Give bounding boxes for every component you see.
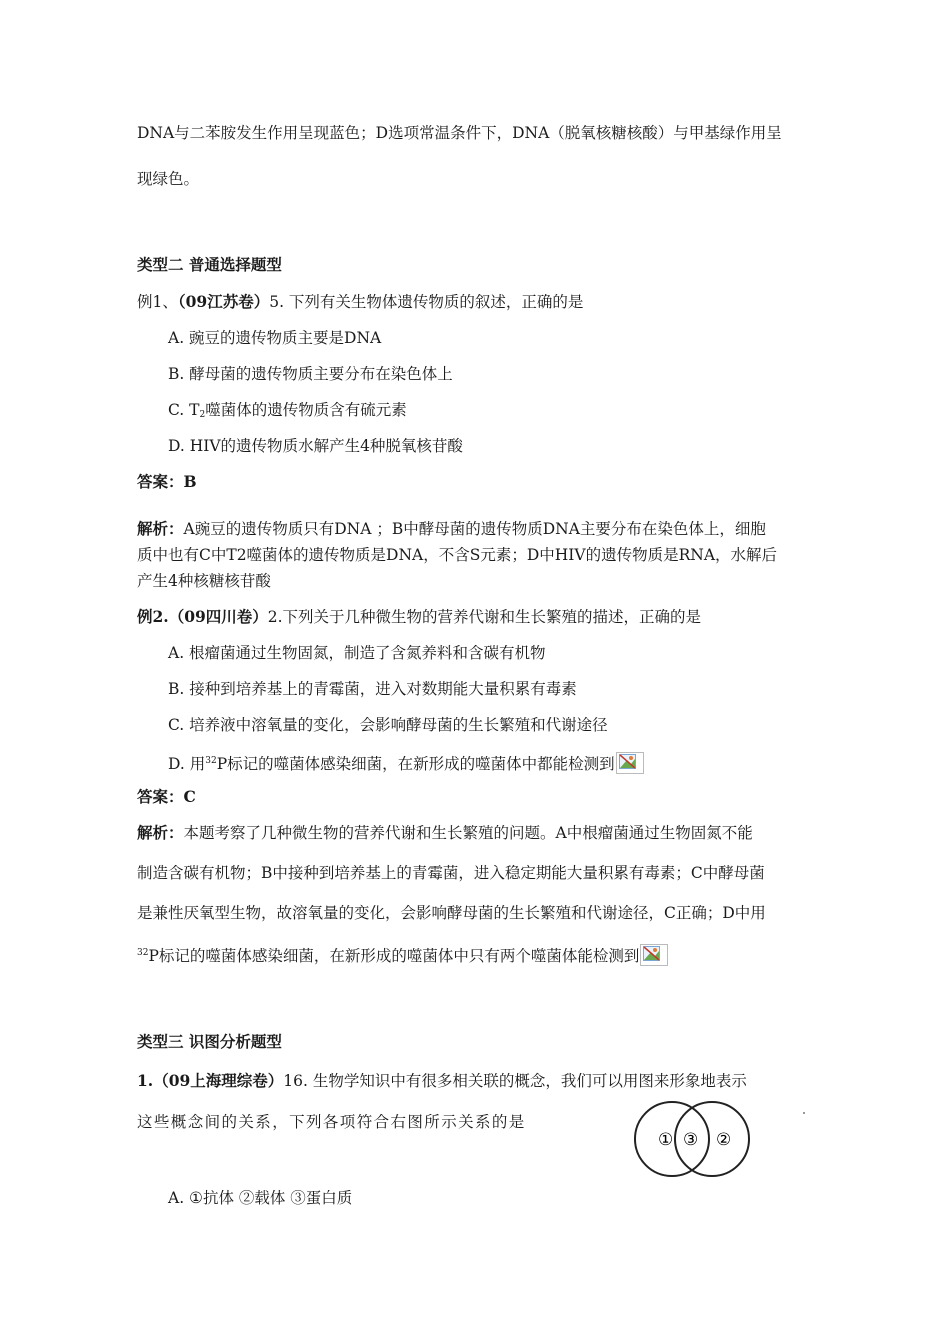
venn-label-1: ① — [658, 1130, 674, 1150]
example1-analysis-line-2: 质中也有C中T2噬菌体的遗传物质是DNA，不含S元素；D中HIV的遗传物质是RNA，水解后 — [137, 546, 778, 564]
question1-text: 16. 生物学知识中有很多相关联的概念，我们可以用图来形象地表示 — [283, 1072, 747, 1090]
section-heading-type3: 类型三 识图分析题型 — [137, 1032, 282, 1051]
example2-analysis-line-3: 是兼性厌氧型生物，故溶氧量的变化，会影响酵母菌的生长繁殖和代谢途径，C正确；D中用 — [137, 904, 766, 922]
example2-analysis-line-1 — [137, 822, 753, 844]
venn-diagram — [628, 1097, 758, 1183]
continued-text-line-2: 现绿色。 — [137, 170, 200, 188]
stray-mark — [803, 1112, 805, 1114]
analysis-label: 解析： — [137, 519, 184, 538]
example2-analysis-line-4 — [137, 942, 668, 967]
section-heading-type2: 类型二 普通选择题型 — [137, 255, 282, 274]
example1-analysis-line-1 — [137, 518, 766, 540]
example1-source: （09江苏卷） — [177, 292, 270, 311]
option-c-prefix: C. T — [168, 401, 200, 419]
question1-line-2: 这些概念间的关系，下列各项符合右图所示关系的是 — [137, 1113, 526, 1131]
example2-question-text: 2.下列关于几种微生物的营养代谢和生长繁殖的描述，正确的是 — [267, 608, 702, 626]
option-d-superscript: 32 — [205, 756, 217, 766]
example2-question — [137, 606, 701, 628]
example1-option-d: D. HIV的遗传物质水解产生4种脱氧核苷酸 — [168, 437, 463, 455]
question1-option-a: A. ①抗体 ②载体 ③蛋白质 — [168, 1189, 353, 1207]
question1-source: （09上海理综卷） — [153, 1071, 284, 1090]
example1-option-a: A. 豌豆的遗传物质主要是DNA — [168, 329, 382, 347]
example1-question-text: 5. 下列有关生物体遗传物质的叙述，正确的是 — [269, 293, 584, 311]
option-d-prefix: D. 用 — [168, 755, 206, 773]
example2-option-a: A. 根瘤菌通过生物固氮，制造了含氮养料和含碳有机物 — [168, 644, 546, 662]
example2-source: （09四川卷） — [168, 607, 268, 626]
question1-number: 1. — [137, 1071, 154, 1090]
example1-analysis-line-3: 产生4种核糖核苷酸 — [137, 572, 271, 590]
analysis-text: 本题考察了几种微生物的营养代谢和生长繁殖的问题。A中根瘤菌通过生物固氮不能 — [183, 824, 753, 842]
broken-image-icon — [616, 752, 644, 774]
example2-option-d — [168, 750, 644, 775]
example1-question — [137, 291, 583, 313]
example1-option-b: B. 酵母菌的遗传物质主要分布在染色体上 — [168, 365, 453, 383]
broken-image-icon — [640, 944, 668, 966]
option-c-text: 噬菌体的遗传物质含有硫元素 — [205, 401, 407, 419]
example2-answer: 答案：C — [137, 787, 196, 806]
example2-option-c: C. 培养液中溶氧量的变化，会影响酵母菌的生长繁殖和代谢途径 — [168, 716, 608, 734]
example2-analysis-line-2: 制造含碳有机物；B中接种到培养基上的青霉菌，进入稳定期能大量积累有毒素；C中酵母菌 — [137, 864, 765, 882]
example1-option-c — [168, 399, 407, 426]
option-d-text: P标记的噬菌体感染细菌，在新形成的噬菌体中都能检测到 — [216, 755, 615, 773]
analysis-superscript: 32 — [137, 948, 149, 958]
example1-label: 例1、 — [137, 293, 178, 311]
venn-label-2: ② — [716, 1130, 732, 1150]
analysis-text: A豌豆的遗传物质只有DNA ；B中酵母菌的遗传物质DNA主要分布在染色体上，细胞 — [183, 520, 766, 538]
question1-line-1 — [137, 1070, 747, 1092]
example2-label: 例2. — [137, 607, 169, 626]
example1-answer: 答案：B — [137, 472, 197, 491]
option-c-subscript: 2 — [199, 410, 206, 420]
continued-text-line-1: DNA与二苯胺发生作用呈现蓝色；D选项常温条件下，DNA（脱氧核糖核酸）与甲基绿作用呈 — [137, 124, 782, 142]
analysis-text: P标记的噬菌体感染细菌，在新形成的噬菌体中只有两个噬菌体能检测到 — [148, 947, 640, 965]
analysis-label: 解析： — [137, 823, 184, 842]
example2-option-b: B. 接种到培养基上的青霉菌，进入对数期能大量积累有毒素 — [168, 680, 577, 698]
venn-label-3: ③ — [683, 1130, 699, 1150]
